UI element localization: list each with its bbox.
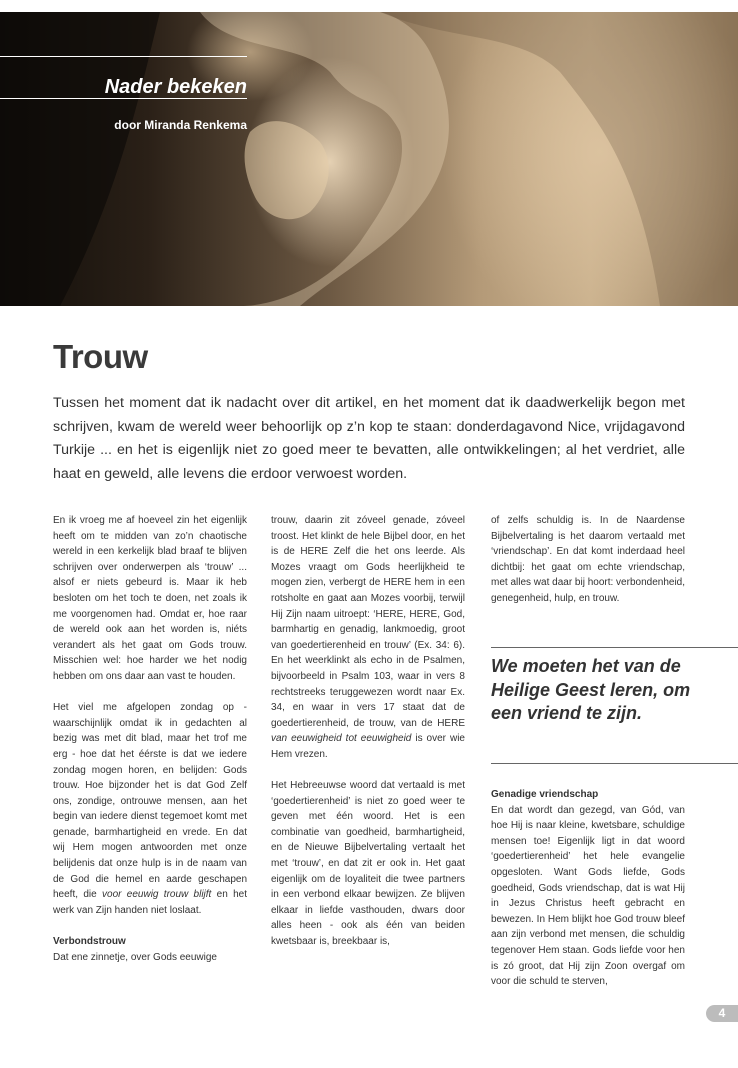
paragraph: En ik vroeg me af hoeveel zin het eigenlijk heeft om te midden van zo’n chaotische wereld in een kerkelijk blad braaf te blijven schrijven over onderwerpen als ‘trouw’ ... alsof er niets gebeurd is. Maar ik heb besloten om het toch te doen, net zoals ik me voorgenomen had. Omdat er, hoe raar de wereld ook aan het worden is, niéts verandert als het gaat om Gods trouw. Misschien wel: hoe harder we het nodig hebben om ons daar aan vast te houden. [53,515,247,682]
paragraph: Het viel me afgelopen zondag op - waarschijnlijk omdat ik in gedachten al bezig was met dit blad, maar het trof me erg - hoe dat het éérste is dat we iedere zondag mogen horen, en belijden: Gods trouw. Hoe bijzonder het is dat God Zelf ons, zondige, ontrouwe mensen, aan het begin van iedere dienst tegemoet komt met genade, barmhartigheid en vrede. En dat wij Hem mogen antwoorden met onze belijdenis dat onze hulp is in de naam van de God die hemel en aarde geschapen heeft, die voor eeuwig trouw blijft en het werk van Zijn handen niet loslaat. [53,702,247,916]
series-title: Nader bekeken [104,76,247,98]
subheading-verbondstrouw: Verbondstrouw [53,936,126,948]
page-number-badge: 4 [706,1005,738,1022]
header-photo [0,12,738,306]
section-genadige-vriendschap [491,787,685,990]
paragraph: Het Hebreeuwse woord dat vertaald is met ‘goedertierenheid’ is niet zo goed weer te geven met één woord. Het is een combinatie van goedheid, barmhartigheid, en de Nieuwe Bijbelvertaling vertaalt het met ‘trouw’, en dat zit er ook in. Het gaat eigenlijk om de loyaliteit die twee partners in een verbond elkaar bewijzen. Ze blijven elkaar in liefde vasthouden, dwars door alles heen - ook als één van beiden kwetsbaar is, breekbaar is, [271,780,465,948]
paragraph: trouw, daarin zit zóveel genade, zóveel troost. Het klinkt de hele Bijbel door, en het is de HERE Zelf die het ons leerde. Als Mozes vraagt om Gods heerlijkheid te mogen zien, verbergt de HERE hem in een rotsholte en gaat aan Mozes voorbij, terwijl Hij Zijn naam uitroept: ‘HERE, HERE, God, barmhartig en genadig, lankmoedig, groot van goedertierenheid en trouw’ (Ex. 34: 6). En het weerklinkt als echo in de Psalmen, bijvoorbeeld in Psalm 103, waar in vers 8 rechtstreeks teruggewezen wordt naar Ex. 34, en waar in vers 17 staat dat de goedertierenheid, de trouw, van de HERE van eeuwigheid tot eeuwigheid is over wie Hem vrezen. [271,515,465,760]
column-2 [271,513,465,965]
quote-rule-top [491,647,738,648]
header-rule-top [0,56,247,57]
subheading-genadige-vriendschap: Genadige vriendschap [491,789,599,800]
column-3 [491,513,685,622]
author-line: door Miranda Renkema [114,118,247,132]
header-rule-bottom [0,98,247,99]
paragraph: Dat ene zinnetje, over Gods eeuwige [53,951,217,963]
paragraph: En dat wordt dan gezegd, van Gód, van hoe Hij is naar kleine, kwetsbare, schuldige mensen toe! Eigenlijk ligt in dat woord ‘goedertierenheid’ het hele evangelie opgesloten. Want Gods liefde, Gods goedheid, Gods vriendschap, dat is wat Hij in Jezus Christus heeft gebracht en bewezen. In Hem blijkt hoe God trouw bleef aan zijn verbond met mensen, die schuldig tegenover Hem staan. Gods liefde voor hen is zó groot, dat Hij zijn Zoon overgaf om voor die schuld te sterven, [491,804,685,988]
article-title: Trouw [53,338,148,375]
quote-rule-bottom [491,763,738,764]
paragraph: of zelfs schuldig is. In de Naardense Bijbelvertaling is het daarom vertaald met ‘vriendschap’. En dat komt inderdaad heel dichtbij: het gaat om echte vriendschap, met alles wat daar bij hoort: verbondenheid, genegenheid, hulp, en trouw. [491,515,686,604]
pull-quote: We moeten het van de Heilige Geest leren, om een vriend te zijn. [491,656,691,723]
article-intro: Tussen het moment dat ik nadacht over dit artikel, en het moment dat ik daadwerkelijk begon met schrijven, kwam de wereld weer behoorlijk op z’n kop te staan: donderdagavond Nice, vrijdagavond Turkije ... en het is eigenlijk niet zo goed meer te bevatten, alle ontwikkelingen; al het verdriet, alle haat en geweld, alle levens die erdoor verwoest worden. [53,395,685,482]
column-1 [53,513,247,965]
